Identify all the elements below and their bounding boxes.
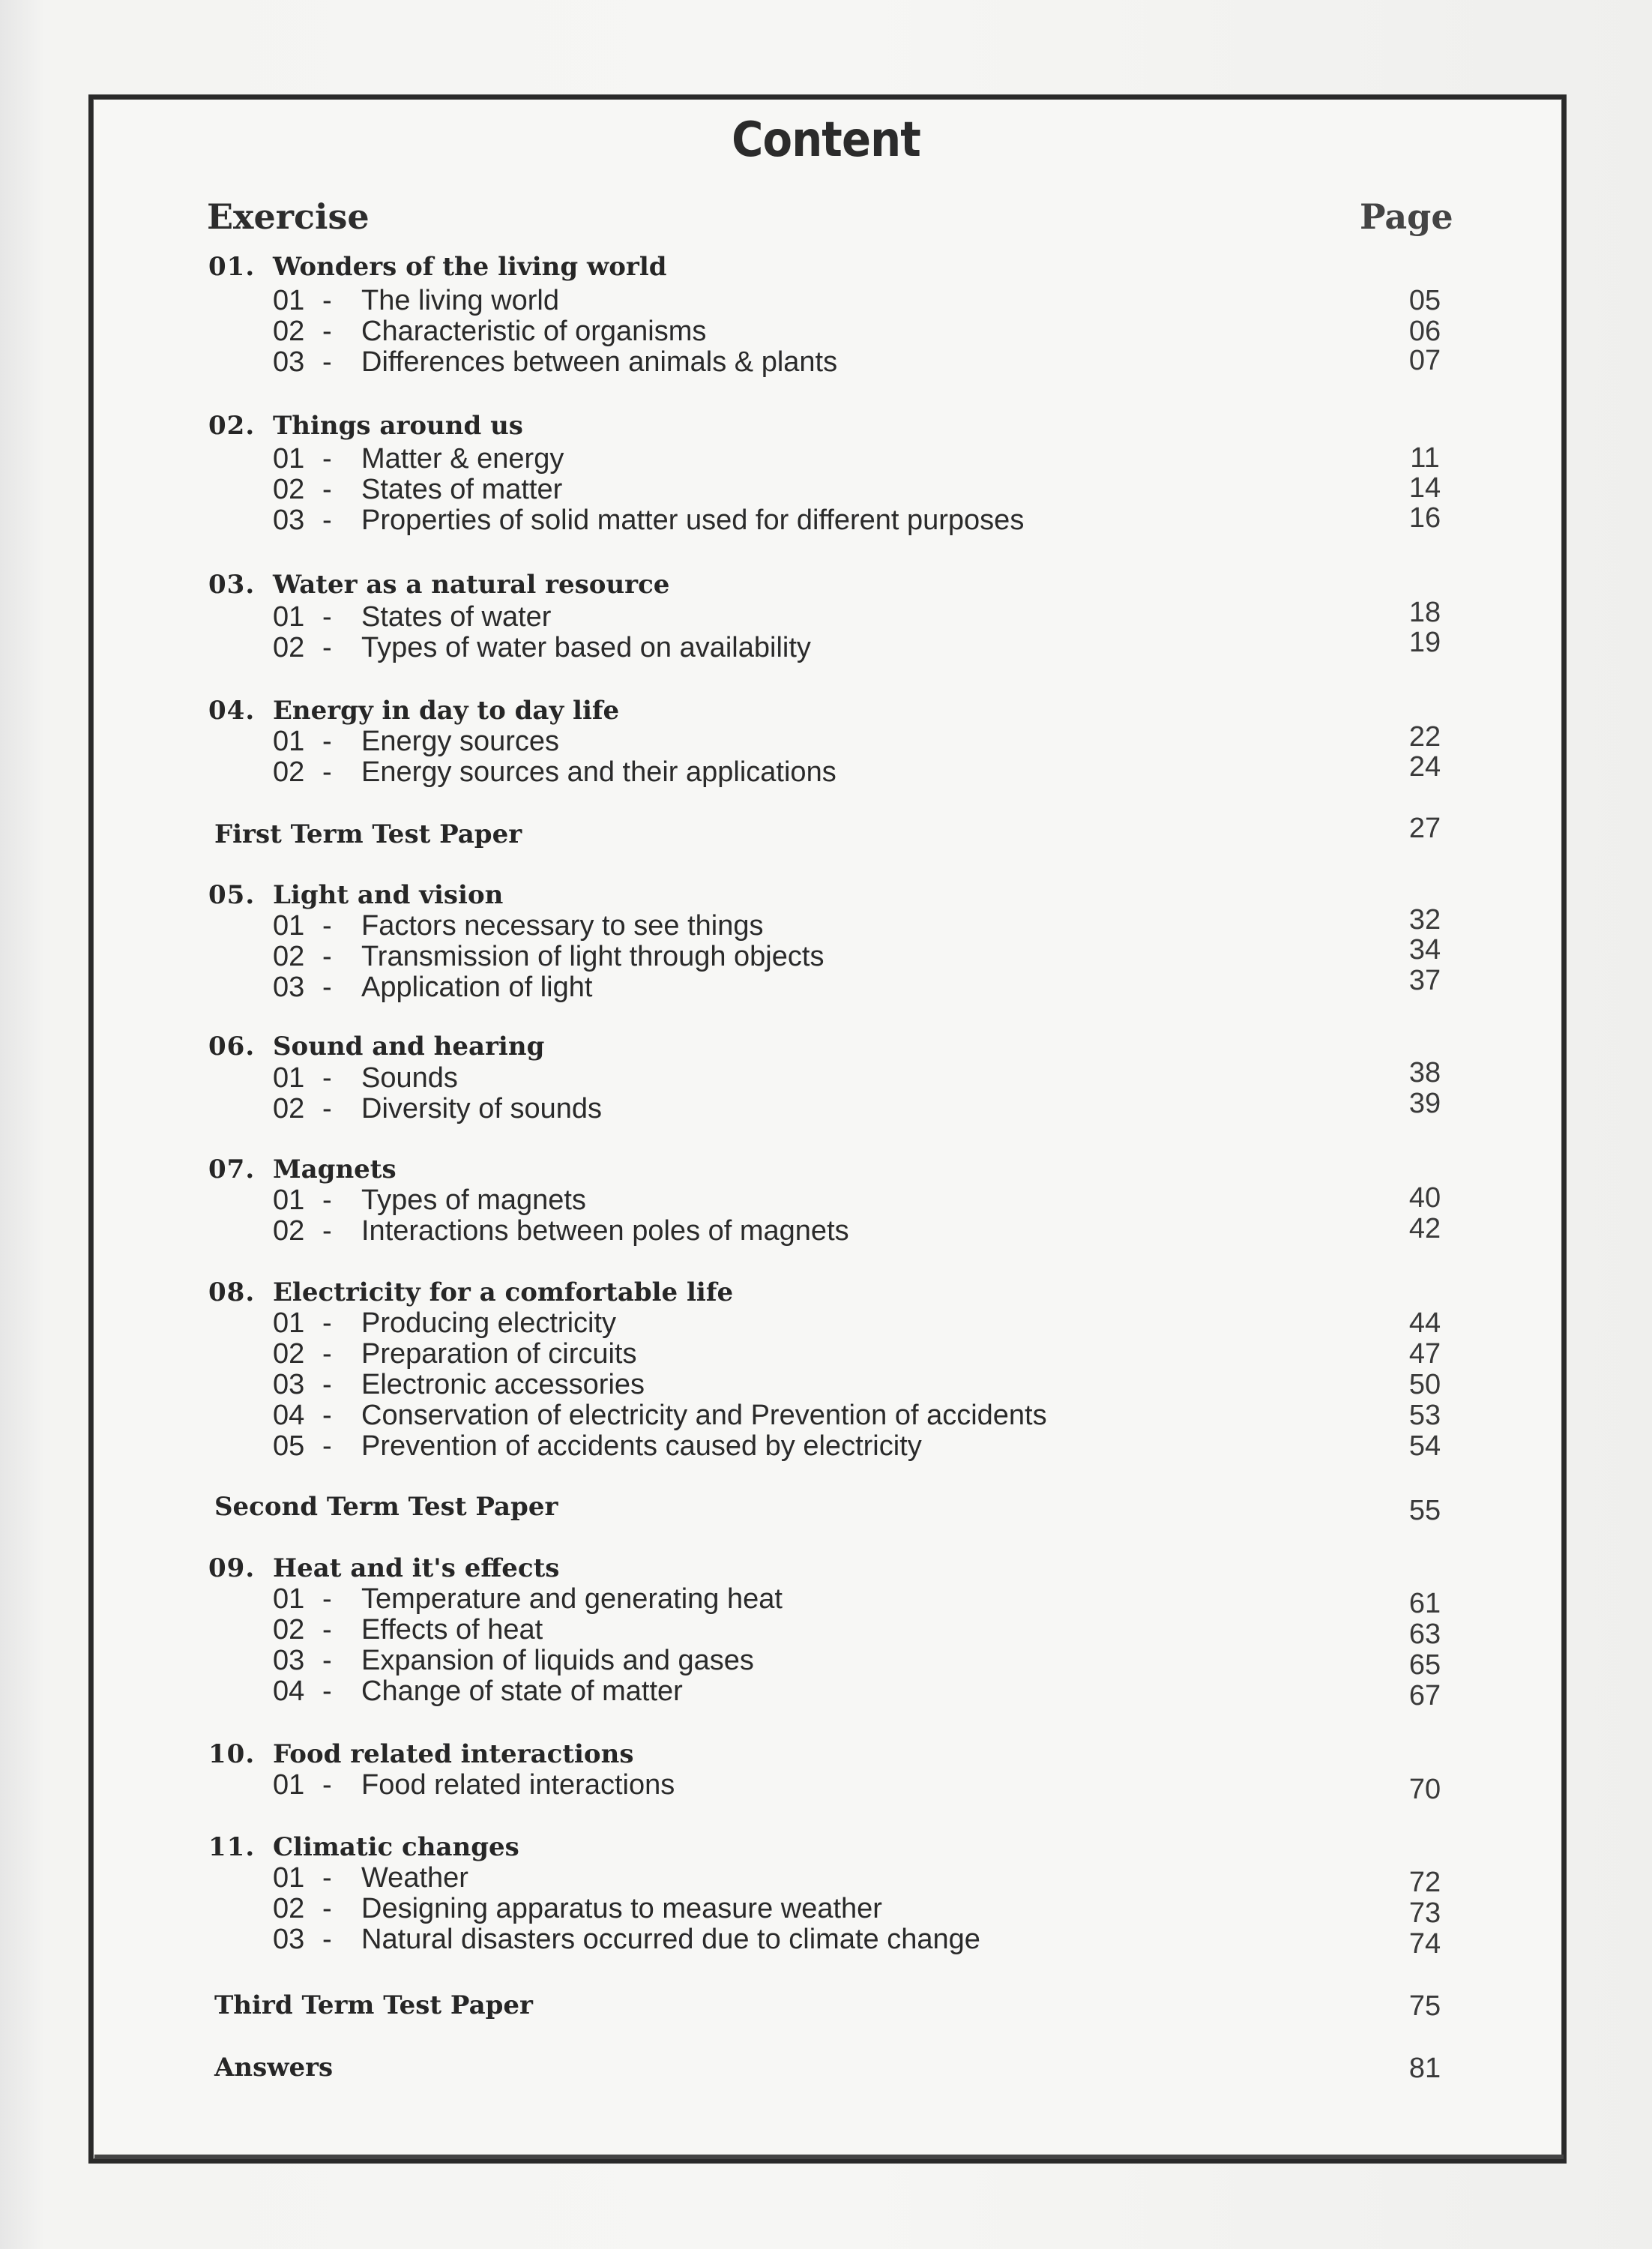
page-number: 11 (1410, 442, 1440, 474)
toc-entry (273, 1430, 922, 1463)
entry-number: 01 (273, 285, 305, 316)
entry-dash: - (322, 505, 332, 536)
entry-title: Energy sources and their applications (361, 756, 836, 788)
toc-entry (273, 474, 562, 506)
first-term-test-paper: First Term Test Paper (214, 819, 522, 849)
entry-title: Food related interactions (361, 1769, 675, 1801)
entry-dash: - (322, 1924, 332, 1955)
page-number: 05 (1408, 285, 1441, 316)
exercise-column-header: Exercise (207, 196, 370, 237)
entry-number: 02 (273, 316, 305, 347)
entry-title: Conservation of electricity and Prevention of accidents (361, 1400, 1047, 1431)
chapter-title: Wonders of the living world (273, 252, 667, 282)
page-number: 81 (1408, 2053, 1441, 2084)
toc-entry (273, 1184, 586, 1217)
chapter-number: 06. (208, 1032, 256, 1062)
chapter-number: 05. (208, 880, 256, 910)
entry-number: 01 (273, 1862, 305, 1894)
entry-title: Interactions between poles of magnets (361, 1215, 849, 1247)
page-number: 14 (1408, 472, 1441, 504)
chapter-title: Water as a natural resource (273, 570, 670, 600)
entry-dash: - (322, 972, 332, 1003)
page-number: 53 (1408, 1400, 1441, 1431)
entry-title: Application of light (361, 972, 593, 1003)
page-number: 16 (1408, 502, 1441, 534)
entry-dash: - (322, 1307, 332, 1339)
entry-dash: - (322, 1614, 332, 1646)
chapter-heading (208, 1832, 519, 1862)
entry-dash: - (322, 1893, 332, 1924)
chapter-heading (208, 1277, 733, 1307)
page-number: 37 (1408, 965, 1441, 996)
entry-number: 04 (273, 1676, 305, 1707)
entry-number: 03 (273, 346, 305, 378)
chapter-number: 04. (208, 696, 256, 726)
entry-dash: - (322, 443, 332, 475)
chapter-heading (208, 252, 667, 282)
entry-number: 03 (273, 1924, 305, 1955)
entry-dash: - (322, 910, 332, 942)
entry-dash: - (322, 1862, 332, 1894)
entry-number: 02 (273, 1893, 305, 1924)
toc-entry (273, 726, 559, 758)
page-number: 63 (1408, 1619, 1441, 1650)
toc-entry (273, 1215, 849, 1247)
toc-entry (273, 1583, 783, 1616)
chapter-heading (208, 1553, 559, 1583)
page-number: 24 (1408, 751, 1441, 783)
toc-entry (273, 1614, 543, 1646)
page-number: 18 (1408, 597, 1441, 628)
entry-number: 02 (273, 1338, 305, 1370)
page-number: 65 (1408, 1649, 1441, 1681)
entry-title: Differences between animals & plants (361, 346, 838, 378)
entry-number: 02 (273, 756, 305, 788)
page-number: 74 (1408, 1928, 1441, 1960)
entry-number: 01 (273, 1062, 305, 1094)
chapter-title: Electricity for a comfortable life (273, 1277, 734, 1307)
chapter-number: 03. (208, 570, 256, 600)
entry-number: 01 (273, 443, 305, 475)
chapter-title: Light and vision (273, 880, 504, 910)
entry-dash: - (322, 1583, 332, 1615)
entry-dash: - (322, 756, 332, 788)
entry-number: 05 (273, 1430, 305, 1462)
chapter-title: Heat and it's effects (273, 1553, 560, 1583)
entry-title: Diversity of sounds (361, 1093, 603, 1124)
toc-entry (273, 1893, 882, 1925)
page-number: 39 (1408, 1088, 1441, 1119)
entry-number: 03 (273, 972, 305, 1003)
toc-entry (273, 601, 551, 633)
toc-entry (273, 316, 706, 348)
chapter-number: 07. (208, 1154, 256, 1184)
page-number: 55 (1408, 1495, 1441, 1526)
entry-dash: - (322, 1645, 332, 1676)
entry-number: 01 (273, 601, 305, 633)
chapter-number: 11. (208, 1832, 256, 1862)
entry-title: Energy sources (361, 726, 560, 757)
second-term-test-paper: Second Term Test Paper (214, 1492, 558, 1522)
toc-entry (273, 346, 837, 379)
entry-title: Factors necessary to see things (361, 910, 764, 942)
entry-number: 03 (273, 1645, 305, 1676)
toc-entry (273, 1338, 637, 1370)
toc-entry (273, 1093, 602, 1125)
entry-number: 01 (273, 1184, 305, 1216)
entry-number: 02 (273, 1093, 305, 1124)
entry-title: States of water (361, 601, 552, 633)
entry-dash: - (322, 346, 332, 378)
entry-number: 03 (273, 1369, 305, 1400)
entry-dash: - (322, 1093, 332, 1124)
page-number: 27 (1408, 813, 1441, 844)
entry-title: Types of water based on availability (361, 632, 811, 663)
entry-number: 01 (273, 1583, 305, 1615)
page-number: 06 (1408, 316, 1441, 347)
entry-number: 01 (273, 910, 305, 942)
toc-entry (273, 443, 564, 475)
entry-title: Natural disasters occurred due to climate change (361, 1924, 980, 1955)
entry-number: 02 (273, 1614, 305, 1646)
entry-dash: - (322, 1430, 332, 1462)
entry-title: Change of state of matter (361, 1676, 683, 1707)
entry-title: Weather (361, 1862, 468, 1894)
toc-entry (273, 1676, 683, 1708)
page-number: 42 (1408, 1213, 1441, 1244)
chapter-heading (208, 570, 669, 600)
chapter-title: Energy in day to day life (273, 696, 620, 726)
entry-dash: - (322, 285, 332, 316)
entry-dash: - (322, 1769, 332, 1801)
page-number: 07 (1408, 345, 1441, 376)
entry-title: Producing electricity (361, 1307, 617, 1339)
entry-number: 01 (273, 1769, 305, 1801)
entry-title: The living world (361, 285, 559, 316)
entry-title: States of matter (361, 474, 563, 505)
toc-entry (273, 1307, 616, 1340)
entry-title: Electronic accessories (361, 1369, 645, 1400)
entry-title: Properties of solid matter used for different purposes (361, 505, 1025, 536)
chapter-title: Sound and hearing (273, 1032, 545, 1062)
page-number: 22 (1408, 721, 1441, 753)
page-number: 40 (1408, 1182, 1441, 1214)
entry-title: Characteristic of organisms (361, 316, 707, 347)
page-number: 61 (1408, 1588, 1441, 1619)
entry-dash: - (322, 1062, 332, 1094)
toc-entry (273, 972, 592, 1004)
chapter-title: Things around us (273, 411, 523, 441)
entry-title: Expansion of liquids and gases (361, 1645, 754, 1676)
chapter-number: 08. (208, 1277, 256, 1307)
entry-dash: - (322, 726, 332, 757)
toc-entry (273, 1769, 675, 1801)
page-number: 44 (1408, 1307, 1441, 1339)
entry-dash: - (322, 632, 332, 663)
page-number: 50 (1408, 1369, 1441, 1400)
page-number: 75 (1408, 1990, 1441, 2022)
chapter-heading (208, 1154, 397, 1184)
entry-number: 03 (273, 505, 305, 536)
entry-title: Transmission of light through objects (361, 941, 825, 972)
page-column-header: Page (1360, 196, 1453, 237)
page-number: 72 (1408, 1867, 1441, 1898)
chapter-title: Magnets (273, 1154, 397, 1184)
entry-title: Effects of heat (361, 1614, 543, 1646)
toc-entry (273, 941, 824, 973)
chapter-number: 01. (208, 252, 256, 282)
entry-number: 02 (273, 1215, 305, 1247)
chapter-title: Climatic changes (273, 1832, 519, 1862)
entry-dash: - (322, 1676, 332, 1707)
entry-title: Types of magnets (361, 1184, 586, 1216)
page-number: 47 (1408, 1338, 1441, 1370)
entry-title: Designing apparatus to measure weather (361, 1893, 882, 1924)
chapter-number: 10. (208, 1739, 256, 1769)
entry-number: 02 (273, 632, 305, 663)
chapter-heading (208, 1739, 633, 1769)
toc-entry (273, 505, 1024, 537)
toc-entry (273, 1862, 468, 1894)
page-number: 54 (1408, 1430, 1441, 1462)
entry-dash: - (322, 1184, 332, 1216)
page-number: 73 (1408, 1897, 1441, 1929)
entry-dash: - (322, 474, 332, 505)
entry-title: Sounds (361, 1062, 458, 1094)
toc-entry (273, 1062, 458, 1095)
entry-title: Temperature and generating heat (361, 1583, 783, 1615)
third-term-test-paper: Third Term Test Paper (214, 1990, 533, 2020)
chapter-title: Food related interactions (273, 1739, 634, 1769)
entry-number: 02 (273, 941, 305, 972)
chapter-number: 09. (208, 1553, 256, 1583)
toc-entry (273, 1400, 1047, 1432)
page-title: Content (732, 112, 920, 168)
chapter-number: 02. (208, 411, 256, 441)
entry-dash: - (322, 1369, 332, 1400)
answers-entry: Answers (214, 2053, 334, 2083)
entry-number: 01 (273, 726, 305, 757)
entry-number: 04 (273, 1400, 305, 1431)
entry-number: 02 (273, 474, 305, 505)
entry-title: Preparation of circuits (361, 1338, 637, 1370)
entry-title: Matter & energy (361, 443, 564, 475)
toc-entry (273, 756, 836, 789)
toc-entry (273, 1645, 754, 1677)
entry-dash: - (322, 1338, 332, 1370)
chapter-heading (208, 880, 503, 910)
entry-dash: - (322, 601, 332, 633)
entry-dash: - (322, 316, 332, 347)
chapter-heading (208, 1032, 544, 1062)
page-number: 38 (1408, 1057, 1441, 1089)
page-number: 67 (1408, 1680, 1441, 1711)
chapter-heading (208, 696, 619, 726)
toc-entry (273, 1369, 645, 1401)
entry-dash: - (322, 1215, 332, 1247)
chapter-heading (208, 411, 523, 441)
entry-number: 01 (273, 1307, 305, 1339)
entry-dash: - (322, 941, 332, 972)
toc-entry (273, 285, 559, 317)
toc-entry (273, 1924, 980, 1956)
toc-entry (273, 632, 811, 664)
toc-entry (273, 910, 763, 942)
page-number: 19 (1408, 627, 1441, 658)
entry-title: Prevention of accidents caused by electricity (361, 1430, 922, 1462)
entry-dash: - (322, 1400, 332, 1431)
frame-bottom-edge (94, 2155, 1564, 2159)
page-number: 70 (1408, 1774, 1441, 1805)
page-number: 32 (1408, 904, 1441, 936)
page-number: 34 (1408, 934, 1441, 966)
